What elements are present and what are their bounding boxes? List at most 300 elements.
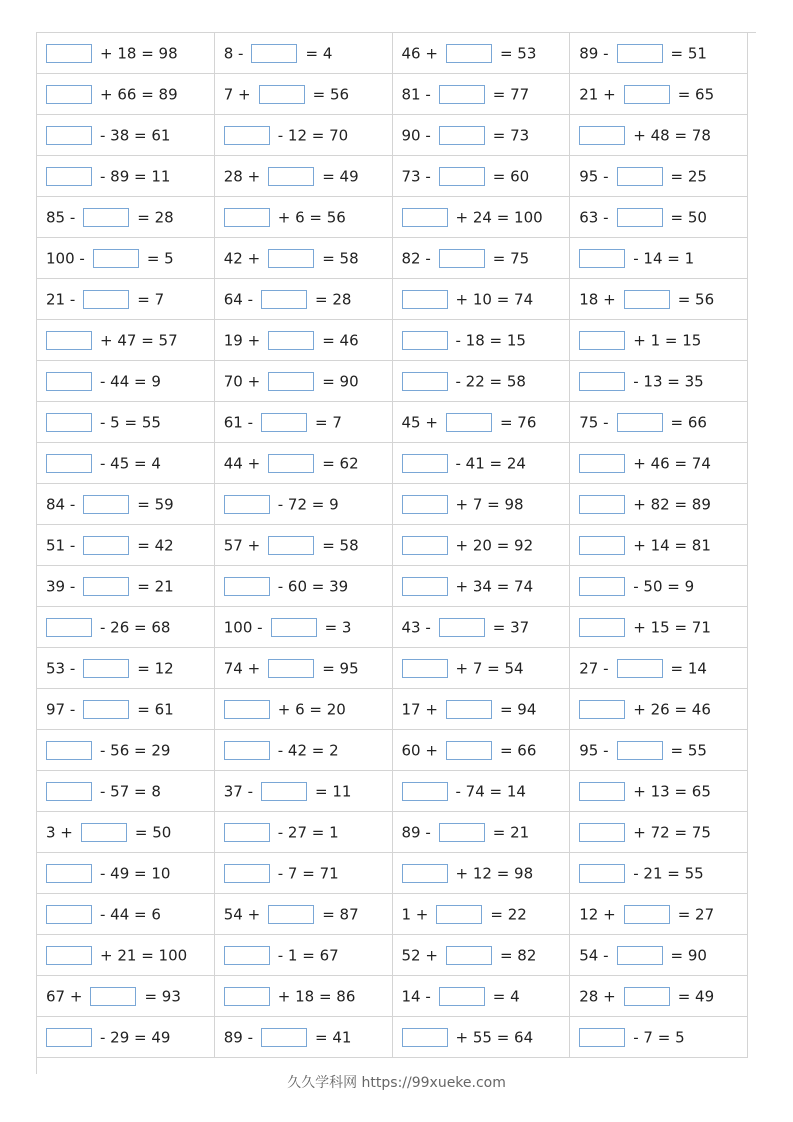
- answer-box[interactable]: [624, 85, 670, 104]
- problem-suffix: = 87: [322, 905, 359, 923]
- answer-box[interactable]: [439, 823, 485, 842]
- problem-prefix: 1 +: [401, 905, 429, 923]
- answer-box[interactable]: [624, 987, 670, 1006]
- answer-box[interactable]: [579, 331, 625, 350]
- problem-suffix: = 42: [137, 536, 174, 554]
- problem-cell: [37, 976, 215, 1017]
- answer-box[interactable]: [617, 946, 663, 965]
- answer-box[interactable]: [617, 208, 663, 227]
- problem-suffix: = 53: [499, 44, 537, 62]
- problem-suffix: + 55 = 64: [455, 1028, 534, 1046]
- problem-cell: [392, 812, 570, 853]
- problem-prefix: 74 +: [223, 659, 261, 677]
- problem-cell: [37, 812, 215, 853]
- problem-suffix: + 21 = 100: [100, 946, 188, 964]
- problem-cell: [570, 402, 748, 443]
- problem-cell: [37, 402, 215, 443]
- answer-box[interactable]: [446, 413, 492, 432]
- problem-prefix: 84 -: [46, 495, 76, 513]
- answer-box[interactable]: [402, 659, 448, 678]
- problem-cell: [570, 33, 748, 74]
- problem-suffix: - 49 = 10: [100, 864, 171, 882]
- problem-cell: [214, 525, 392, 566]
- problem-suffix: + 47 = 57: [100, 331, 178, 349]
- answer-box[interactable]: [439, 987, 485, 1006]
- problem-cell: [37, 74, 215, 115]
- problem-suffix: = 21: [492, 823, 530, 841]
- problem-suffix: + 82 = 89: [633, 495, 711, 513]
- answer-box[interactable]: [617, 413, 663, 432]
- problem-cell: [37, 853, 215, 894]
- answer-box[interactable]: [261, 782, 307, 801]
- problem-prefix: 14 -: [401, 987, 431, 1005]
- answer-box[interactable]: [83, 577, 129, 596]
- problem-prefix: 95 -: [579, 167, 609, 185]
- answer-box[interactable]: [224, 864, 270, 883]
- problem-cell: [214, 361, 392, 402]
- answer-box[interactable]: [402, 208, 448, 227]
- problem-cell: [392, 976, 570, 1017]
- answer-box[interactable]: [46, 331, 92, 350]
- answer-box[interactable]: [46, 167, 92, 186]
- problem-suffix: - 60 = 39: [277, 577, 349, 595]
- problem-suffix: = 49: [677, 987, 715, 1005]
- table-row: [37, 74, 748, 115]
- problem-suffix: + 18 = 98: [100, 44, 178, 62]
- problem-suffix: = 21: [137, 577, 174, 595]
- problem-suffix: + 34 = 74: [455, 577, 534, 595]
- answer-box[interactable]: [579, 536, 625, 555]
- answer-box[interactable]: [579, 700, 625, 719]
- table-row: [37, 566, 748, 607]
- problem-prefix: 89 -: [223, 1028, 254, 1046]
- problem-suffix: - 42 = 2: [277, 741, 339, 759]
- problem-suffix: - 45 = 4: [100, 454, 161, 472]
- problem-prefix: 63 -: [579, 208, 609, 226]
- answer-box[interactable]: [402, 290, 448, 309]
- problem-prefix: 67 +: [46, 987, 83, 1005]
- problem-suffix: - 38 = 61: [100, 126, 171, 144]
- answer-box[interactable]: [402, 536, 448, 555]
- answer-box[interactable]: [224, 126, 270, 145]
- answer-box[interactable]: [402, 454, 448, 473]
- answer-box[interactable]: [46, 1028, 92, 1047]
- answer-box[interactable]: [579, 823, 625, 842]
- problem-cell: [37, 730, 215, 771]
- answer-box[interactable]: [261, 413, 307, 432]
- problem-cell: [37, 115, 215, 156]
- problem-suffix: = 28: [137, 208, 174, 226]
- problem-prefix: 37 -: [223, 782, 254, 800]
- answer-box[interactable]: [446, 946, 492, 965]
- answer-box[interactable]: [402, 495, 448, 514]
- problem-cell: [37, 361, 215, 402]
- footer-watermark: 久久学科网 https://99xueke.com: [287, 1075, 506, 1091]
- answer-box[interactable]: [579, 1028, 625, 1047]
- problem-suffix: = 76: [499, 413, 537, 431]
- problem-cell: [214, 812, 392, 853]
- problem-cell: [37, 566, 215, 607]
- problem-prefix: 18 +: [579, 290, 616, 308]
- answer-box[interactable]: [579, 618, 625, 637]
- answer-box[interactable]: [81, 823, 127, 842]
- problem-suffix: - 57 = 8: [100, 782, 161, 800]
- problem-suffix: = 46: [322, 331, 359, 349]
- problem-suffix: - 26 = 68: [100, 618, 171, 636]
- answer-box[interactable]: [224, 987, 270, 1006]
- problem-prefix: 89 -: [579, 44, 609, 62]
- problem-prefix: 19 +: [223, 331, 261, 349]
- problem-cell: [392, 402, 570, 443]
- problem-suffix: = 41: [315, 1028, 352, 1046]
- answer-box[interactable]: [83, 700, 129, 719]
- problem-cell: [392, 607, 570, 648]
- table-row: [37, 730, 748, 771]
- problem-prefix: 12 +: [579, 905, 616, 923]
- problem-prefix: 89 -: [401, 823, 431, 841]
- problem-cell: [392, 361, 570, 402]
- problem-suffix: - 41 = 24: [455, 454, 526, 472]
- problem-suffix: - 74 = 14: [455, 782, 526, 800]
- problem-suffix: + 66 = 89: [100, 85, 178, 103]
- problem-cell: [570, 853, 748, 894]
- problem-suffix: = 90: [670, 946, 707, 964]
- problem-prefix: 57 +: [223, 536, 261, 554]
- problem-cell: [37, 894, 215, 935]
- answer-box[interactable]: [224, 946, 270, 965]
- problem-cell: [392, 689, 570, 730]
- problem-prefix: 46 +: [401, 44, 438, 62]
- problem-cell: [214, 115, 392, 156]
- problem-suffix: + 14 = 81: [633, 536, 711, 554]
- problem-suffix: = 51: [670, 44, 707, 62]
- problem-suffix: = 22: [490, 905, 527, 923]
- answer-box[interactable]: [402, 782, 448, 801]
- problem-suffix: = 77: [492, 85, 530, 103]
- answer-box[interactable]: [624, 905, 670, 924]
- problem-suffix: = 4: [305, 44, 333, 62]
- answer-box[interactable]: [46, 618, 92, 637]
- problem-suffix: + 72 = 75: [633, 823, 711, 841]
- problem-cell: [570, 443, 748, 484]
- answer-box[interactable]: [83, 536, 129, 555]
- answer-box[interactable]: [446, 741, 492, 760]
- answer-box[interactable]: [46, 782, 92, 801]
- answer-box[interactable]: [402, 864, 448, 883]
- problem-suffix: + 6 = 20: [277, 700, 346, 718]
- problem-cell: [37, 238, 215, 279]
- problem-cell: [37, 525, 215, 566]
- answer-box[interactable]: [446, 700, 492, 719]
- problem-suffix: = 50: [670, 208, 707, 226]
- problem-cell: [570, 197, 748, 238]
- problem-cell: [570, 566, 748, 607]
- problem-suffix: - 29 = 49: [100, 1028, 171, 1046]
- answer-box[interactable]: [402, 331, 448, 350]
- answer-box[interactable]: [268, 905, 314, 924]
- answer-box[interactable]: [93, 249, 139, 268]
- problem-cell: [570, 689, 748, 730]
- answer-box[interactable]: [579, 577, 625, 596]
- answer-box[interactable]: [261, 1028, 307, 1047]
- problem-cell: [392, 566, 570, 607]
- answer-box[interactable]: [268, 454, 314, 473]
- answer-box[interactable]: [579, 454, 625, 473]
- answer-box[interactable]: [268, 659, 314, 678]
- problem-cell: [37, 607, 215, 648]
- problem-cell: [214, 156, 392, 197]
- table-row: [37, 320, 748, 361]
- answer-box[interactable]: [83, 290, 129, 309]
- problem-suffix: + 24 = 100: [455, 208, 543, 226]
- answer-box[interactable]: [439, 126, 485, 145]
- answer-box[interactable]: [271, 618, 317, 637]
- answer-box[interactable]: [90, 987, 136, 1006]
- problem-cell: [37, 689, 215, 730]
- problem-prefix: 60 +: [401, 741, 438, 759]
- answer-box[interactable]: [268, 372, 314, 391]
- answer-box[interactable]: [46, 454, 92, 473]
- problem-prefix: 100 -: [223, 618, 263, 636]
- answer-box[interactable]: [579, 864, 625, 883]
- problem-prefix: 100 -: [46, 249, 85, 267]
- problem-cell: [570, 771, 748, 812]
- problem-cell: [392, 894, 570, 935]
- answer-box[interactable]: [579, 495, 625, 514]
- problem-cell: [392, 443, 570, 484]
- answer-box[interactable]: [579, 126, 625, 145]
- problem-cell: [214, 935, 392, 976]
- table-row: [37, 689, 748, 730]
- problem-suffix: = 55: [670, 741, 707, 759]
- problem-suffix: - 50 = 9: [633, 577, 695, 595]
- problem-suffix: = 93: [144, 987, 181, 1005]
- problem-prefix: 39 -: [46, 577, 76, 595]
- problem-cell: [214, 853, 392, 894]
- answer-box[interactable]: [439, 167, 485, 186]
- table-row: [37, 894, 748, 935]
- problem-cell: [392, 935, 570, 976]
- problem-suffix: = 7: [137, 290, 165, 308]
- answer-box[interactable]: [46, 946, 92, 965]
- answer-box[interactable]: [46, 741, 92, 760]
- problem-cell: [392, 1017, 570, 1058]
- problem-prefix: 52 +: [401, 946, 438, 964]
- problem-cell: [570, 976, 748, 1017]
- problem-cell: [214, 238, 392, 279]
- problem-prefix: 42 +: [223, 249, 261, 267]
- problem-prefix: 28 +: [579, 987, 616, 1005]
- problem-suffix: + 46 = 74: [633, 454, 711, 472]
- answer-box[interactable]: [579, 372, 625, 391]
- answer-box[interactable]: [46, 864, 92, 883]
- problem-cell: [570, 115, 748, 156]
- problem-prefix: 64 -: [223, 290, 254, 308]
- problem-cell: [214, 443, 392, 484]
- problem-suffix: - 27 = 1: [277, 823, 339, 841]
- answer-box[interactable]: [46, 44, 92, 63]
- problem-suffix: = 56: [312, 85, 350, 103]
- problem-cell: [214, 74, 392, 115]
- problem-cell: [37, 320, 215, 361]
- problem-suffix: = 5: [146, 249, 174, 267]
- problem-suffix: = 73: [492, 126, 530, 144]
- problem-cell: [392, 525, 570, 566]
- problem-cell: [570, 320, 748, 361]
- answer-box[interactable]: [439, 618, 485, 637]
- problem-suffix: = 75: [492, 249, 530, 267]
- problem-suffix: = 82: [499, 946, 537, 964]
- problem-suffix: - 72 = 9: [277, 495, 339, 513]
- problem-cell: [392, 853, 570, 894]
- table-row: [37, 853, 748, 894]
- answer-box[interactable]: [224, 823, 270, 842]
- answer-box[interactable]: [268, 331, 314, 350]
- answer-box[interactable]: [261, 290, 307, 309]
- table-row: [37, 812, 748, 853]
- table-edge-line: [748, 32, 756, 33]
- answer-box[interactable]: [259, 85, 305, 104]
- answer-box[interactable]: [268, 249, 314, 268]
- problem-prefix: 54 -: [579, 946, 609, 964]
- problem-suffix: = 94: [499, 700, 537, 718]
- problem-suffix: - 7 = 71: [277, 864, 339, 882]
- problem-cell: [214, 484, 392, 525]
- answer-box[interactable]: [579, 249, 625, 268]
- problem-cell: [392, 33, 570, 74]
- problem-suffix: - 89 = 11: [100, 167, 171, 185]
- problem-cell: [392, 730, 570, 771]
- answer-box[interactable]: [402, 1028, 448, 1047]
- problem-prefix: 90 -: [401, 126, 431, 144]
- table-row: [37, 402, 748, 443]
- problem-suffix: - 44 = 6: [100, 905, 161, 923]
- problem-prefix: 21 -: [46, 290, 76, 308]
- problem-suffix: = 14: [670, 659, 707, 677]
- table-row: [37, 279, 748, 320]
- problem-cell: [570, 484, 748, 525]
- problem-cell: [570, 74, 748, 115]
- answer-box[interactable]: [446, 44, 492, 63]
- answer-box[interactable]: [617, 44, 663, 63]
- problem-suffix: + 20 = 92: [455, 536, 534, 554]
- problem-suffix: - 12 = 70: [277, 126, 349, 144]
- problem-suffix: + 12 = 98: [455, 864, 534, 882]
- problem-prefix: 81 -: [401, 85, 431, 103]
- problem-cell: [214, 320, 392, 361]
- answer-box[interactable]: [224, 741, 270, 760]
- answer-box[interactable]: [439, 85, 485, 104]
- answer-box[interactable]: [46, 126, 92, 145]
- problem-suffix: = 90: [322, 372, 359, 390]
- problem-cell: [214, 771, 392, 812]
- answer-box[interactable]: [579, 782, 625, 801]
- answer-box[interactable]: [617, 741, 663, 760]
- table-row: [37, 976, 748, 1017]
- answer-box[interactable]: [402, 577, 448, 596]
- answer-box[interactable]: [251, 44, 297, 63]
- answer-box[interactable]: [268, 536, 314, 555]
- answer-box[interactable]: [439, 249, 485, 268]
- answer-box[interactable]: [46, 413, 92, 432]
- problem-suffix: = 4: [492, 987, 520, 1005]
- answer-box[interactable]: [83, 495, 129, 514]
- problem-suffix: = 66: [499, 741, 537, 759]
- answer-box[interactable]: [617, 659, 663, 678]
- problem-suffix: = 58: [322, 249, 359, 267]
- problem-suffix: + 18 = 86: [277, 987, 356, 1005]
- problem-suffix: + 10 = 74: [455, 290, 534, 308]
- answer-box[interactable]: [224, 577, 270, 596]
- answer-box[interactable]: [268, 167, 314, 186]
- problem-cell: [570, 648, 748, 689]
- problem-cell: [214, 689, 392, 730]
- problem-cell: [214, 402, 392, 443]
- table-row: [37, 443, 748, 484]
- problem-suffix: = 27: [677, 905, 715, 923]
- problem-cell: [392, 320, 570, 361]
- problem-suffix: = 3: [324, 618, 352, 636]
- problem-cell: [392, 197, 570, 238]
- problem-cell: [570, 238, 748, 279]
- problem-cell: [37, 156, 215, 197]
- answer-box[interactable]: [224, 495, 270, 514]
- table-row: [37, 197, 748, 238]
- problem-suffix: = 61: [137, 700, 174, 718]
- problem-suffix: = 59: [137, 495, 174, 513]
- answer-box[interactable]: [436, 905, 482, 924]
- problem-prefix: 70 +: [223, 372, 261, 390]
- answer-box[interactable]: [46, 905, 92, 924]
- problem-suffix: - 1 = 67: [277, 946, 339, 964]
- problem-cell: [214, 894, 392, 935]
- table-row: [37, 33, 748, 74]
- problem-cell: [392, 771, 570, 812]
- problem-cell: [570, 894, 748, 935]
- answer-box[interactable]: [617, 167, 663, 186]
- answer-box[interactable]: [624, 290, 670, 309]
- answer-box[interactable]: [46, 85, 92, 104]
- answer-box[interactable]: [224, 700, 270, 719]
- answer-box[interactable]: [83, 208, 129, 227]
- problem-cell: [392, 115, 570, 156]
- answer-box[interactable]: [402, 372, 448, 391]
- problem-prefix: 28 +: [223, 167, 261, 185]
- problem-suffix: = 11: [315, 782, 352, 800]
- problem-cell: [214, 33, 392, 74]
- problem-suffix: + 48 = 78: [633, 126, 711, 144]
- problem-cell: [37, 279, 215, 320]
- problem-prefix: 97 -: [46, 700, 76, 718]
- problem-cell: [37, 197, 215, 238]
- problem-cell: [570, 935, 748, 976]
- answer-box[interactable]: [224, 208, 270, 227]
- answer-box[interactable]: [46, 372, 92, 391]
- table-row: [37, 935, 748, 976]
- problem-cell: [570, 156, 748, 197]
- problem-suffix: = 95: [322, 659, 359, 677]
- problem-suffix: = 50: [134, 823, 172, 841]
- table-row: [37, 771, 748, 812]
- problem-cell: [392, 648, 570, 689]
- problem-suffix: - 22 = 58: [455, 372, 526, 390]
- problem-suffix: = 25: [670, 167, 707, 185]
- problem-suffix: - 7 = 5: [633, 1028, 685, 1046]
- answer-box[interactable]: [83, 659, 129, 678]
- problem-prefix: 21 +: [579, 85, 616, 103]
- problem-prefix: 95 -: [579, 741, 609, 759]
- problem-grid: [36, 32, 748, 1058]
